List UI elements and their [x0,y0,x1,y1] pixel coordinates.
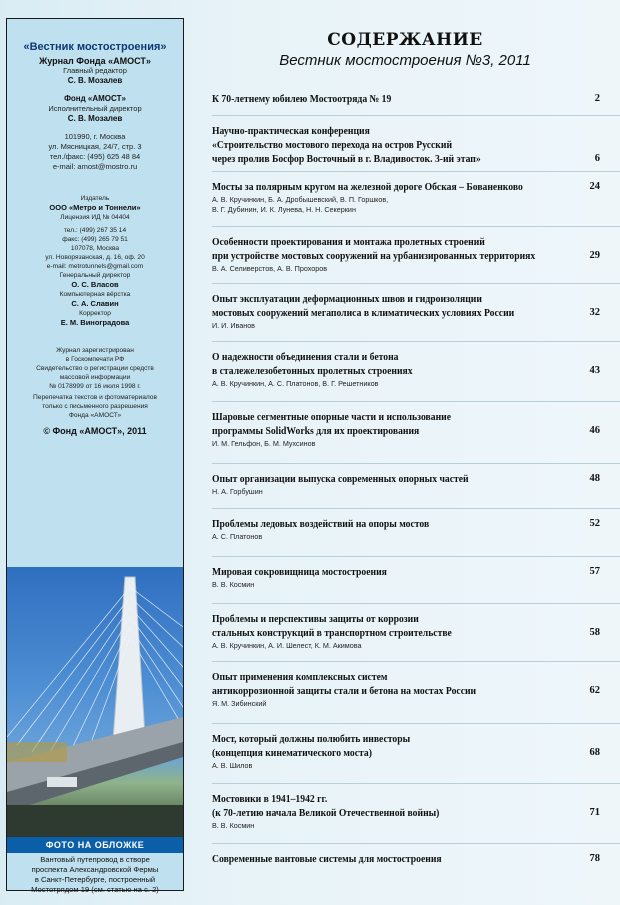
toc-entry-title: О надежности объединения стали и бетона [212,352,399,363]
publisher: ООО «Метро и Тоннели» [49,203,141,212]
toc-entry-title: антикоррозионной защиты стали и бетона на мостах России [212,686,477,697]
toc-entry-authors: А. С. Платонов [212,532,263,541]
publisher-email: e-mail: metrotunnels@gmail.com [46,263,144,270]
toc-entry-page: 46 [589,425,600,436]
toc-entry-title: через пролив Босфор Восточный в г. Владивосток. 3-ий этап» [212,154,481,165]
toc-entry[interactable] [212,793,600,831]
toc-entry-title: К 70-летнему юбилею Мостоотряда № 19 [212,94,392,105]
cover-photo [7,567,183,837]
toc-entry-title: Научно-практическая конференция [212,126,370,137]
toc-entry-authors: А. В. Кручинкин, А. И. Шелест, К. М. Акимова [212,641,362,650]
masthead-sidebar [6,18,184,894]
toc-entry-title: в сталежелезобетонных пролетных строениях [212,366,413,377]
toc-entry-authors: В. А. Селиверстов, А. В. Прохоров [212,264,328,273]
photo-label: ФОТО НА ОБЛОЖКЕ [7,837,183,853]
publisher-fax: факс: (499) 265 79 51 [62,236,128,243]
page-header [190,30,620,69]
toc-entry-authors: И. И. Иванов [212,321,256,330]
toc-entry-page: 29 [589,250,600,261]
phone: тел./факс: (495) 625 48 84 [49,152,141,161]
toc-divider [212,508,620,509]
toc-entry-title: Опыт организации выпуска современных опорных частей [212,474,469,485]
toc-divider [212,226,620,227]
reg-line-4: массовой информации [59,374,131,381]
toc-entry-page: 57 [589,566,600,577]
toc-entry-title: Опыт применения комплексных систем [212,672,388,683]
address-line-1: 101990, г. Москва [64,132,126,141]
journal-title: «Вестник мостостроения» [23,41,167,53]
toc-entry-title: программы SolidWorks для их проектирования [212,426,420,437]
corrector-name: Е. М. Виноградова [60,318,130,327]
reg-line-3: Свидетельство о регистрации средств [36,365,154,372]
toc-entry-title: (к 70-летию начала Великой Отечественной войны) [212,808,440,819]
reg-line-5: № 0178999 от 16 июля 1998 г. [49,383,141,390]
toc-entry[interactable] [212,733,600,771]
page-title: СОДЕРЖАНИЕ [327,30,483,50]
reprint-line-1: Перепечатка текстов и фотоматериалов [33,394,157,401]
toc-entry[interactable] [212,351,600,389]
toc-entry-authors: В. В. Космин [212,580,255,589]
toc-divider [212,171,620,172]
cable-bridge-illustration [7,567,183,837]
toc-divider [212,723,620,724]
address-line-2: ул. Мясницкая, 24/7, стр. 3 [48,142,142,151]
toc-entry-page: 24 [589,181,600,192]
toc-entry-title: Проблемы и перспективы защиты от коррозии [212,614,419,625]
toc-entry[interactable] [212,293,600,331]
toc-entry-title: Мосты за полярным кругом на железной дороге Обская – Бованенково [212,182,523,193]
toc-entry-page: 43 [589,365,600,376]
exec-name: С. В. Мозалев [67,114,123,123]
toc-entry-title: Мостовики в 1941–1942 гг. [212,794,328,805]
toc-entry-title: при устройстве мостовых сооружений на урбанизированных территориях [212,251,536,262]
toc-entry[interactable] [212,853,600,867]
toc-entry[interactable] [212,473,600,497]
toc-divider [212,783,620,784]
caption-line-3: в Санкт-Петербурге, построенный [34,875,156,884]
publisher-city: 107078, Москва [70,245,120,252]
toc-entry-page: 48 [589,473,600,484]
layout-name: С. А. Славин [71,299,119,308]
toc-entry[interactable] [212,518,600,542]
toc-entry-authors: Н. А. Горбушин [212,487,263,496]
toc-entry[interactable] [212,181,600,215]
gd-name: О. С. Власов [71,280,119,289]
reprint-line-3: Фонда «АМОСТ» [68,412,122,419]
toc-entry-authors: В. Г. Дубинин, И. К. Лунева, Н. Н. Секеркин [212,205,356,214]
toc-entry-page: 6 [594,153,600,164]
publisher-street: ул. Новорязанская, д. 16, оф. 20 [45,254,145,261]
toc-entry[interactable] [212,411,600,449]
license: Лицензия ИД № 04404 [60,214,130,221]
toc-entry-authors: И. М. Гельфон, Б. М. Мухсинов [212,439,316,448]
toc-divider [212,603,620,604]
toc-entry-title: Особенности проектирования и монтажа пролетных строений [212,237,485,248]
toc-divider [212,115,620,116]
masthead-info [7,19,183,436]
toc-entry-authors: В. В. Космин [212,821,255,830]
toc-divider [212,341,620,342]
toc-entry-title: стальных конструкций в транспортном строительстве [212,628,452,639]
gd-role: Генеральный директор [59,272,131,279]
toc-entry-page: 78 [589,853,600,864]
reprint-line-2: только с письменного разрешения [42,403,148,410]
exec-role: Исполнительный директор [48,104,142,113]
toc-entry-authors: Я. М. Зибинский [212,699,267,708]
publisher-role: Издатель [80,195,110,202]
journal-of: Журнал Фонда «АМОСТ» [39,56,151,66]
copyright: © Фонд «АМОСТ», 2011 [43,426,147,436]
toc-entry-title: Мировая сокровищница мостостроения [212,567,387,578]
toc-entry-title: (концепция кинематического моста) [212,748,372,759]
toc-divider [212,283,620,284]
toc-entry[interactable] [212,93,600,107]
toc-entry-title: Шаровые сегментные опорные части и использование [212,412,452,423]
publisher-tel: тел.: (499) 267 35 14 [63,227,127,234]
toc-entry-title: Опыт эксплуатации деформационных швов и гидроизоляции [212,294,482,305]
toc-entry[interactable] [212,613,600,651]
toc-entry-title: Мост, который должны полюбить инвесторы [212,734,411,745]
reg-line-2: в Госкомпечати РФ [65,356,125,363]
toc-entry-title: Проблемы ледовых воздействий на опоры мостов [212,519,430,530]
toc-divider [212,401,620,402]
toc-entry-title: мостовых сооружений мегаполиса в климатических условиях России [212,308,515,319]
email: e-mail: amost@mostro.ru [52,162,138,171]
toc-entry-authors: А. В. Кручинкин, А. С. Платонов, В. Г. Решетников [212,379,379,388]
toc-entry-title: Современные вантовые системы для мостостроения [212,854,442,865]
toc-entry[interactable] [212,125,600,167]
chief-editor: С. В. Мозалев [67,76,123,85]
toc-entry-authors: А. В. Шилов [212,761,253,770]
toc-entry-page: 32 [589,307,600,318]
caption-line-1: Вантовый путепровод в створе [40,855,150,864]
toc-entry-page: 62 [589,685,600,696]
reg-line-1: Журнал зарегистрирован [56,347,134,354]
toc-divider [212,463,620,464]
chief-editor-role: Главный редактор [63,66,127,75]
toc-entry-page: 68 [589,747,600,758]
toc-divider [212,556,620,557]
toc-entry[interactable] [212,236,600,274]
caption-line-2: проспекта Александровской Фермы [31,865,159,874]
toc-entry[interactable] [212,566,600,590]
toc-entry-page: 58 [589,627,600,638]
toc-entry-title: «Строительство мостового перехода на остров Русский [212,140,453,151]
toc-entry[interactable] [212,671,600,709]
toc-entry-page: 52 [589,518,600,529]
toc-entry-page: 71 [589,807,600,818]
page-subtitle: Вестник мостостроения №3, 2011 [279,52,531,69]
fund-name: Фонд «АМОСТ» [64,94,126,103]
toc-divider [212,661,620,662]
photo-caption [7,855,183,895]
layout-role: Компьютерная вёрстка [59,291,131,298]
toc-entry-page: 2 [594,93,600,104]
corrector-role: Корректор [79,310,111,317]
toc-divider [212,843,620,844]
toc-entry-authors: А. В. Кручинкин, Б. А. Дробышевский, В. П. Горшков, [212,195,389,204]
caption-line-4: Мостотрядом 19 (см. статью на с. 2) [31,885,159,894]
